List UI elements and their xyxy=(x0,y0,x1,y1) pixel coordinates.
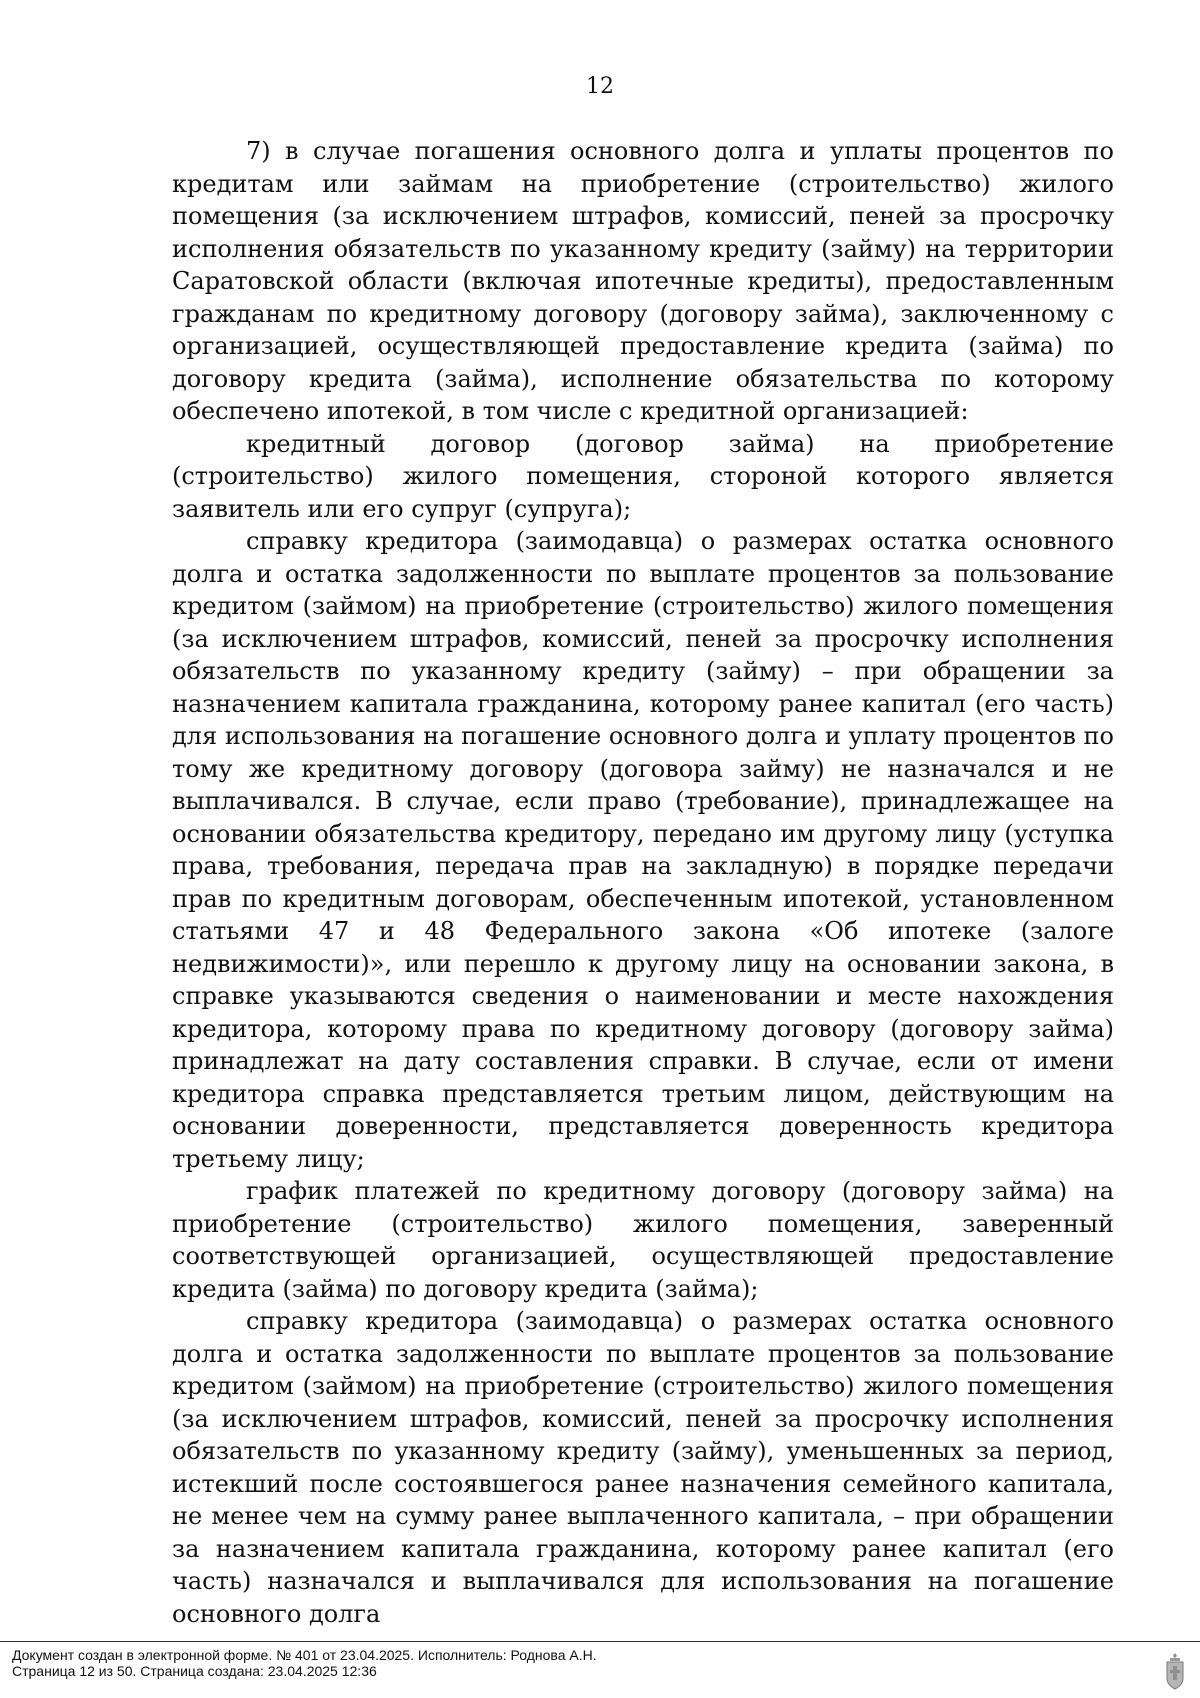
paragraph-payment-schedule: график платежей по кредитному договору (договору займа) на приобретение (строительство) жилого помещения, заверенный соответствующей организацией, осуществляющей предоставление кредита (займа) по договору кредита (займа); xyxy=(172,1177,1114,1303)
footer-document-info: Документ создан в электронной форме. № 401 от 23.04.2025. Исполнитель: Роднова А.Н. xyxy=(12,1647,597,1663)
page-number: 12 xyxy=(586,74,614,99)
paragraph-loan-agreement: кредитный договор (договор займа) на приобретение (строительство) жилого помещения, стороной которого является заявитель или его супруг (супруга); xyxy=(172,429,1114,523)
coat-of-arms-icon xyxy=(1164,1652,1186,1690)
document-body xyxy=(172,135,1114,1630)
paragraph-creditor-certificate-reduced: справку кредитора (заимодавца) о размерах остатка основного долга и остатка задолженности по выплате процентов за пользование кредитом (займом) на приобретение (строительство) жилого помещения (за исключением штрафов, комиссий, пеней за просрочку исполнения обязательств по указанному кредиту (займу), уменьшенных за период, истекший после состоявшегося ранее назначения семейного капитала, не менее чем на сумму ранее выплаченного капитала, – при обращении за назначением капитала гражданина, которому ранее капитал (его часть) назначался и выплачивался для использования на погашение основного долга xyxy=(172,1307,1114,1628)
document-footer xyxy=(12,1647,597,1679)
footer-divider xyxy=(0,1641,1200,1642)
paragraph-item-7: 7) в случае погашения основного долга и уплаты процентов по кредитам или займам на приобретение (строительство) жилого помещения (за исключением штрафов, комиссий, пеней за просрочку исполнения обязательств по указанному кредиту (займу) на территории Саратовской области (включая ипотечные кредиты), предоставленным гражданам по кредитному договору (договору займа), заключенному с организацией, осуществляющей предоставление кредита (займа) по договору кредита (займа), исполнение обязательства по которому обеспечено ипотекой, в том числе с кредитной организацией: xyxy=(172,137,1114,425)
footer-page-info: Страница 12 из 50. Страница создана: 23.04.2025 12:36 xyxy=(12,1663,377,1679)
paragraph-creditor-certificate: справку кредитора (заимодавца) о размерах остатка основного долга и остатка задолженности по выплате процентов за пользование кредитом (займом) на приобретение (строительство) жилого помещения (за исключением штрафов, комиссий, пеней за просрочку исполнения обязательств по указанному кредиту (займу) – при обращении за назначением капитала гражданина, которому ранее капитал (его часть) для использования на погашение основного долга и уплату процентов по тому же кредитному договору (договора займу) не назначался и не выплачивался. В случае, если право (требование), принадлежащее на основании обязательства кредитору, передано им другому лицу (уступка права, требования, передача прав на закладную) в порядке передачи прав по кредитным договорам, обеспеченным ипотекой, установленном статьями 47 и 48 Федерального закона «Об ипотеке (залоге недвижимости)», или перешло к другому лицу на основании закона, в справке указываются сведения о наименовании и месте нахождения кредитора, которому права по кредитному договору (договору займа) принадлежат на дату составления справки. В случае, если от имени кредитора справка представляется третьим лицом, действующим на основании доверенности, представляется доверенность кредитора третьему лицу; xyxy=(172,527,1114,1173)
